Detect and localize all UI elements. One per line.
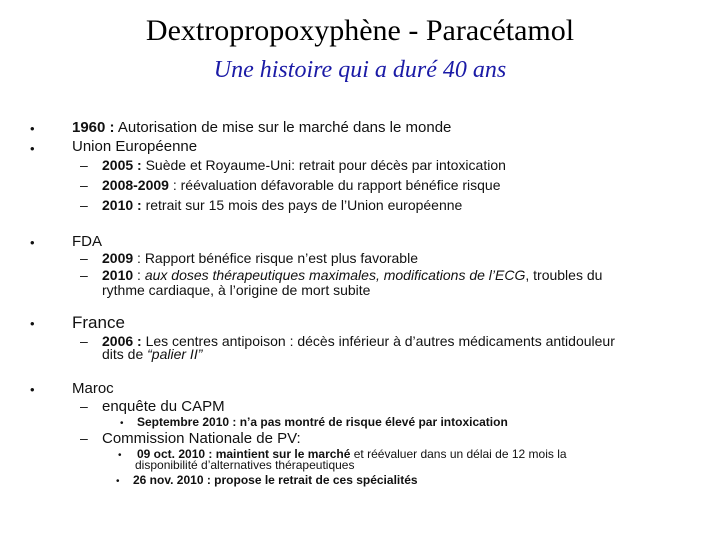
item-1960-text: Autorisation de mise sur le marché dans le monde xyxy=(114,119,452,136)
bullet-marker: • xyxy=(30,235,35,250)
dash-marker: – xyxy=(80,267,88,283)
sub-bullet-marker: • xyxy=(116,476,120,487)
maroc-09-oct-text: et réévaluer dans un délai de 12 mois la xyxy=(350,447,567,461)
france-2006-cont-text: dits de xyxy=(102,346,148,362)
bullet-marker: • xyxy=(30,141,35,156)
dash-marker: – xyxy=(80,398,88,414)
slide-title: Dextropropoxyphène - Paracétamol xyxy=(145,14,575,47)
fda-2010-text: , troubles du xyxy=(525,267,603,283)
sub-bullet-marker: • xyxy=(120,418,124,429)
maroc-septembre-2010: Septembre 2010 : n’a pas montré de risque élevé par intoxication xyxy=(137,415,508,429)
eu-2005 xyxy=(102,157,506,173)
eu-2005-text: Suède et Royaume-Uni: retrait pour décès par intoxication xyxy=(141,157,506,173)
year-2009: 2009 xyxy=(102,250,134,266)
dash-marker: – xyxy=(80,177,88,193)
france-2006-continuation xyxy=(102,346,202,362)
eu-2008-2009 xyxy=(102,177,501,193)
fda-2010-continuation: rythme cardiaque, à l’origine de mort subite xyxy=(102,282,371,298)
slide-subtitle: Une histoire qui a duré 40 ans xyxy=(213,57,507,83)
year-2005: 2005 : xyxy=(102,157,142,173)
fda-2010 xyxy=(102,267,602,283)
item-union-europeenne: Union Européenne xyxy=(72,138,198,155)
dash-marker: – xyxy=(80,430,88,446)
france-2006-text: Les centres antipoison : décès inférieur à d’autres médicaments antidouleur xyxy=(141,333,615,349)
year-2010-fda: 2010 xyxy=(102,267,134,283)
fda-2009-text: : Rapport bénéfice risque n’est plus favorable xyxy=(133,250,418,266)
maroc-commission-pv: Commission Nationale de PV: xyxy=(102,430,301,447)
fda-2009 xyxy=(102,250,418,266)
dash-marker: – xyxy=(80,250,88,266)
item-1960 xyxy=(72,119,451,136)
fda-2010-italic: aux doses thérapeutiques maximales, modifications de l’ECG xyxy=(144,267,526,283)
year-2010: 2010 : xyxy=(102,197,142,213)
bullet-marker: • xyxy=(30,121,35,136)
item-fda: FDA xyxy=(72,233,102,250)
item-france: France xyxy=(72,313,125,332)
eu-2010-text: retrait sur 15 mois des pays de l’Union européenne xyxy=(141,197,463,213)
palier-ii-italic: “palier II” xyxy=(147,346,203,362)
sub-bullet-marker: • xyxy=(118,450,122,461)
year-2008-2009: 2008-2009 xyxy=(102,177,169,193)
bullet-marker: • xyxy=(30,382,35,397)
dash-marker: – xyxy=(80,197,88,213)
eu-2008-text: : réévaluation défavorable du rapport bénéfice risque xyxy=(168,177,501,193)
maroc-enquete-capm: enquête du CAPM xyxy=(102,398,225,415)
maroc-26-nov-2010: 26 nov. 2010 : propose le retrait de ces spécialités xyxy=(133,473,418,487)
bullet-marker: • xyxy=(30,316,35,331)
maroc-09-oct-continuation: disponibilité d’alternatives thérapeutiques xyxy=(135,458,355,472)
eu-2010 xyxy=(102,197,462,213)
dash-marker: – xyxy=(80,157,88,173)
year-1960: 1960 : xyxy=(72,119,115,136)
item-maroc: Maroc xyxy=(72,380,114,397)
fda-2010-sep: : xyxy=(133,267,145,283)
dash-marker: – xyxy=(80,333,88,349)
year-2006: 2006 : xyxy=(102,333,142,349)
maroc-09-oct-bold: 09 oct. 2010 : maintient sur le marché xyxy=(137,447,351,461)
